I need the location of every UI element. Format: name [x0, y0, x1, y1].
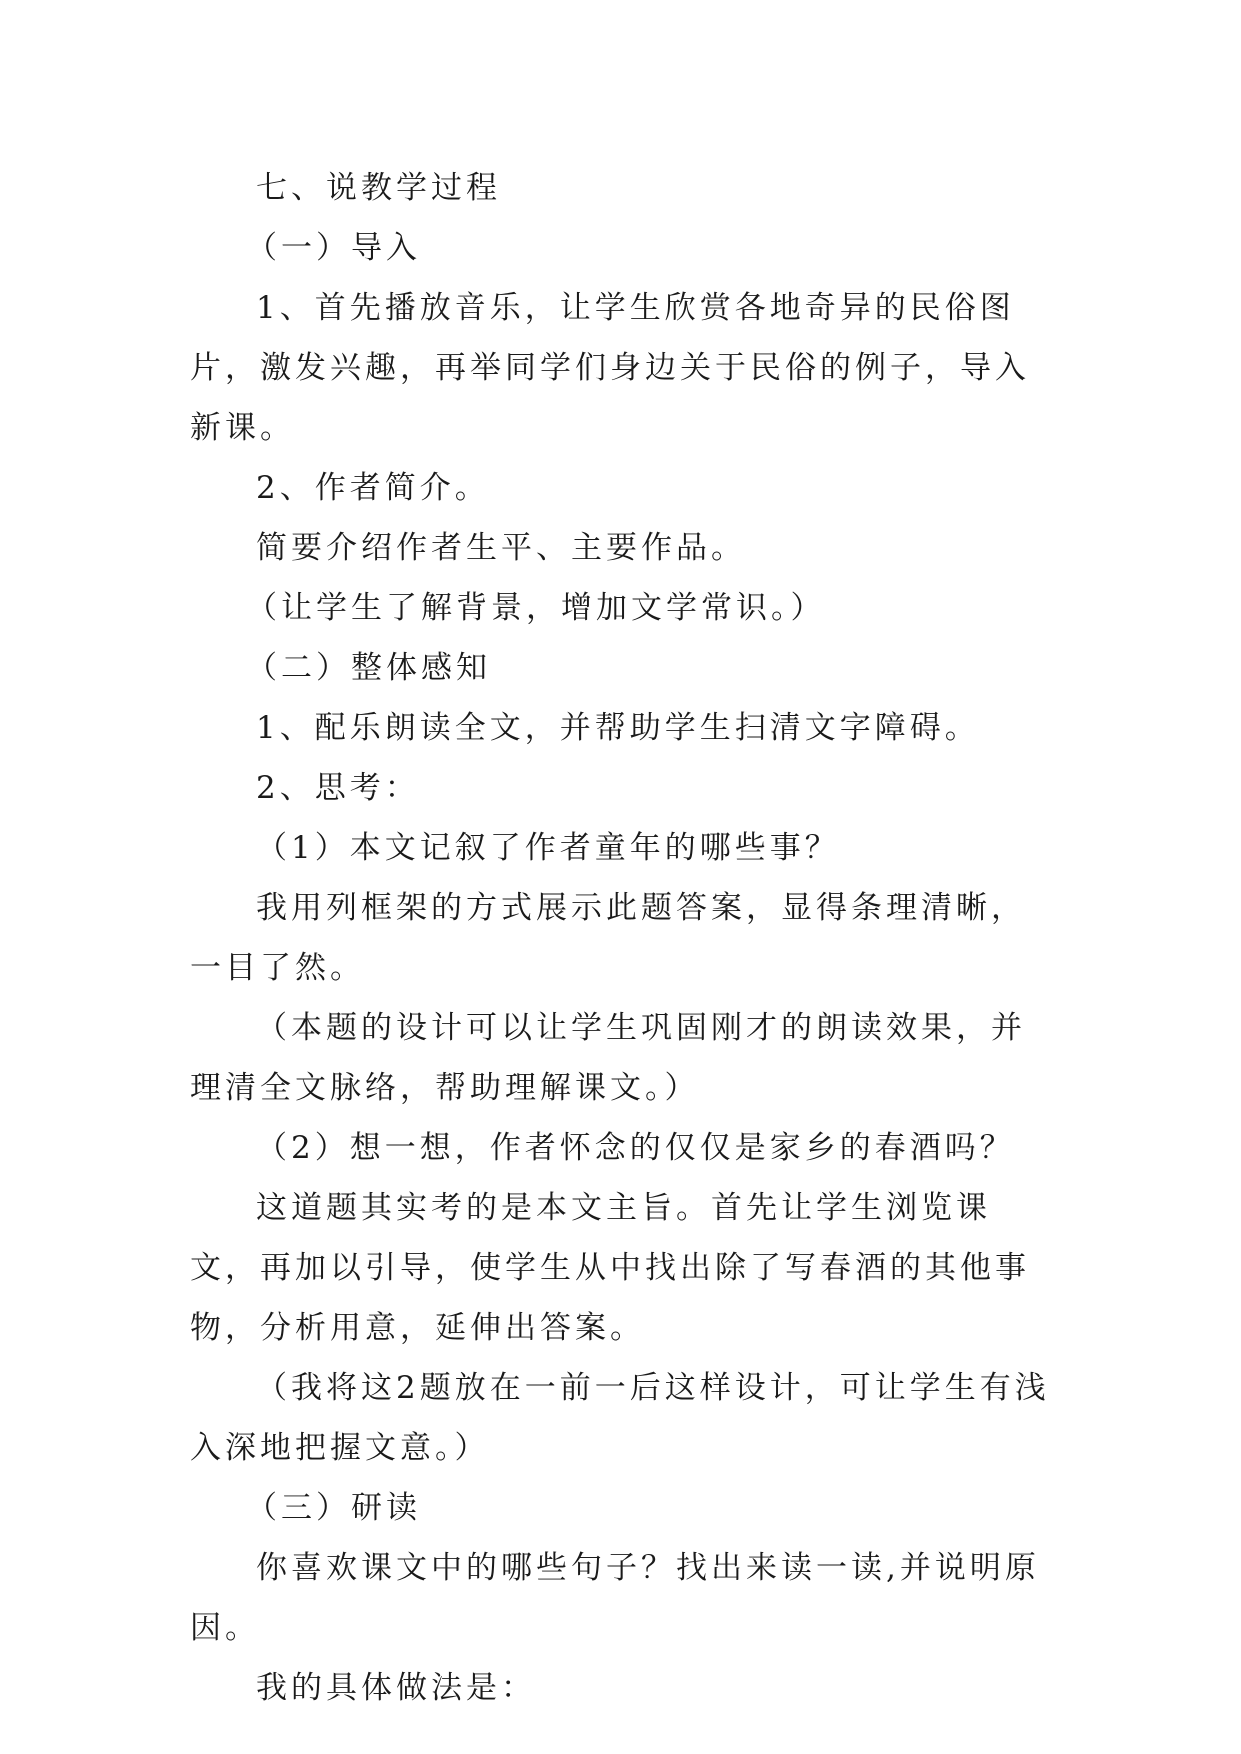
paragraph-theme-answer: 这道题其实考的是本文主旨。首先让学生浏览课文，再加以引导，使学生从中找出除了写春酒的其他事物，分析用意，延伸出答案。: [190, 1190, 1030, 1346]
paragraph-thinking: 2、思考：: [256, 770, 420, 806]
paragraph-author-intro-note: （让学生了解背景，增加文学常识。）: [246, 590, 826, 626]
paragraph-favorite-sentences: 你喜欢课文中的哪些句子？找出来读一读,并说明原因。: [190, 1550, 1040, 1646]
question-1: （1）本文记叙了作者童年的哪些事？: [256, 830, 840, 866]
paragraph-question-1-note: （本题的设计可以让学生巩固刚才的朗读效果，并理清全文脉络，帮助理解课文。）: [190, 1010, 1026, 1106]
paragraph-specific-method: 我的具体做法是：: [256, 1670, 536, 1706]
paragraph-framework-answer: 我用列框架的方式展示此题答案，显得条理清晰，一目了然。: [190, 890, 1026, 986]
paragraph-intro-music: 1、首先播放音乐，让学生欣赏各地奇异的民俗图片，激发兴趣，再举同学们身边关于民俗的例子，导入新课。: [190, 290, 1030, 446]
document-body: [190, 158, 1060, 1718]
subsection-heading-overall: （二）整体感知: [246, 650, 491, 686]
paragraph-author-intro: 简要介绍作者生平、主要作品。: [256, 530, 746, 566]
subsection-heading-study: （三）研读: [246, 1490, 421, 1526]
subsection-heading-introduction: （一）导入: [246, 230, 421, 266]
paragraph-author-intro-heading: 2、作者简介。: [256, 470, 490, 506]
question-2: （2）想一想，作者怀念的仅仅是家乡的春酒吗？: [256, 1130, 1015, 1166]
section-heading-teaching-process: 七、说教学过程: [256, 170, 501, 206]
paragraph-reading-aloud: 1、配乐朗读全文，并帮助学生扫清文字障碍。: [256, 710, 980, 746]
paragraph-question-2-note: （我将这2题放在一前一后这样设计，可让学生有浅入深地把握文意。）: [190, 1370, 1050, 1466]
